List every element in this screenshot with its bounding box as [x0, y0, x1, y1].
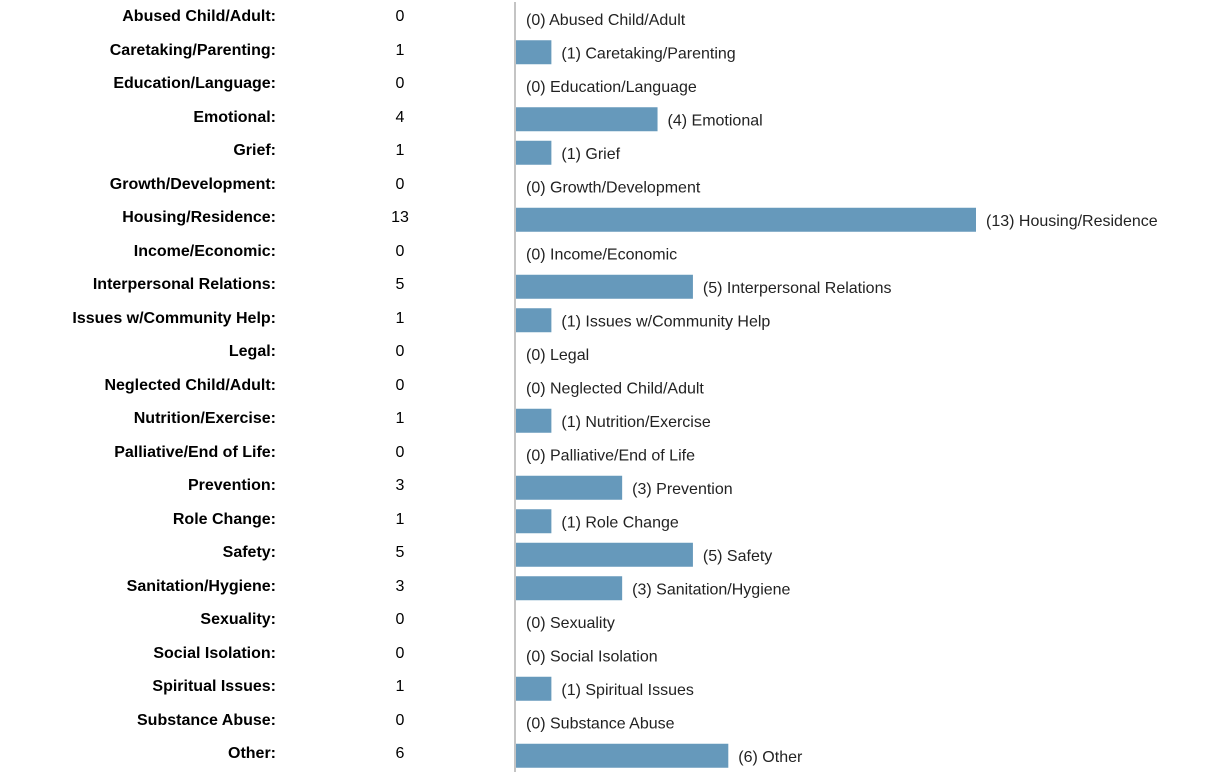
row-label: Safety:: [222, 544, 276, 561]
row-label: Issues w/Community Help:: [72, 309, 276, 327]
bar-label: (1) Issues w/Community Help: [561, 313, 771, 331]
bar-label: (0) Abused Child/Adult: [526, 11, 686, 29]
row-value: 0: [395, 443, 405, 461]
row-value: 0: [395, 711, 405, 729]
row-label: Emotional:: [193, 108, 276, 126]
bar-label: (0) Palliative/End of Life: [526, 447, 695, 465]
bar-label: (1) Role Change: [561, 514, 679, 532]
row-value: 3: [395, 577, 405, 595]
row-label: Grief:: [233, 142, 276, 159]
row-label: Growth/Development:: [109, 175, 276, 193]
row-value: 1: [395, 410, 405, 427]
row-label: Nutrition/Exercise:: [133, 410, 276, 427]
row-label: Education/Language:: [113, 75, 276, 92]
bar: [516, 509, 551, 533]
row-label: Legal:: [228, 343, 276, 360]
row-value: 0: [395, 242, 405, 260]
bar-label: (6) Other: [738, 748, 803, 766]
bar: [516, 308, 551, 332]
bar-label: (1) Nutrition/Exercise: [561, 413, 711, 431]
bar-label: (0) Substance Abuse: [526, 715, 675, 733]
row-value: 1: [395, 309, 405, 327]
bar: [516, 141, 551, 165]
row-value: 6: [395, 745, 405, 762]
bar-label: (0) Neglected Child/Adult: [526, 380, 704, 398]
bar-label: (4) Emotional: [667, 112, 763, 130]
bar-label: (5) Interpersonal Relations: [702, 279, 892, 297]
bar-label: (13) Housing/Residence: [986, 212, 1158, 230]
bar-label: (3) Prevention: [632, 480, 733, 498]
row-label: Substance Abuse:: [137, 711, 276, 729]
bar: [516, 744, 728, 768]
bar: [516, 208, 976, 232]
bar-label: (0) Growth/Development: [526, 179, 701, 197]
row-label: Social Isolation:: [153, 644, 276, 662]
row-value: 4: [395, 108, 405, 126]
row-label: Sexuality:: [200, 611, 276, 628]
bar: [516, 40, 551, 64]
row-label: Interpersonal Relations:: [92, 276, 276, 293]
row-value: 0: [395, 376, 405, 394]
row-value: 0: [395, 175, 405, 193]
row-value: 0: [395, 343, 405, 360]
bar: [516, 677, 551, 701]
row-value: 5: [395, 276, 405, 293]
bar-label: (0) Legal: [526, 346, 590, 364]
row-value: 1: [395, 41, 405, 59]
row-value: 5: [395, 544, 405, 561]
row-value: 1: [395, 678, 405, 695]
row-value: 0: [395, 75, 405, 92]
bar-label: (5) Safety: [702, 547, 773, 565]
row-label: Palliative/End of Life:: [114, 443, 276, 461]
bar: [516, 476, 622, 500]
row-value: 0: [395, 611, 405, 628]
bar-label: (3) Sanitation/Hygiene: [632, 581, 791, 599]
bar: [516, 576, 622, 600]
bar: [516, 543, 693, 567]
row-label: Housing/Residence:: [122, 209, 276, 226]
bar-label: (1) Caretaking/Parenting: [561, 45, 736, 63]
bar: [516, 107, 658, 131]
row-label: Abused Child/Adult:: [122, 8, 276, 25]
row-value: 0: [395, 8, 405, 25]
bar: [516, 409, 551, 433]
bar-label: (1) Spiritual Issues: [561, 681, 694, 699]
row-value: 1: [395, 510, 405, 528]
row-label: Neglected Child/Adult:: [104, 376, 276, 394]
bar: [516, 275, 693, 299]
bar-label: (0) Education/Language: [526, 78, 697, 96]
row-value: 0: [395, 644, 405, 662]
row-label: Role Change:: [172, 510, 276, 528]
row-label: Prevention:: [187, 477, 276, 494]
row-label: Spiritual Issues:: [152, 678, 276, 695]
bar-label: (0) Income/Economic: [526, 246, 678, 264]
row-label: Sanitation/Hygiene:: [126, 577, 276, 595]
bar-label: (1) Grief: [561, 145, 621, 163]
row-label: Caretaking/Parenting:: [109, 41, 276, 59]
row-value: 3: [395, 477, 405, 494]
row-label: Income/Economic:: [133, 242, 276, 260]
row-value: 13: [391, 209, 409, 226]
row-value: 1: [395, 142, 405, 159]
bar-label: (0) Social Isolation: [526, 648, 658, 666]
row-label: Other:: [228, 745, 276, 762]
bar-label: (0) Sexuality: [526, 614, 615, 632]
